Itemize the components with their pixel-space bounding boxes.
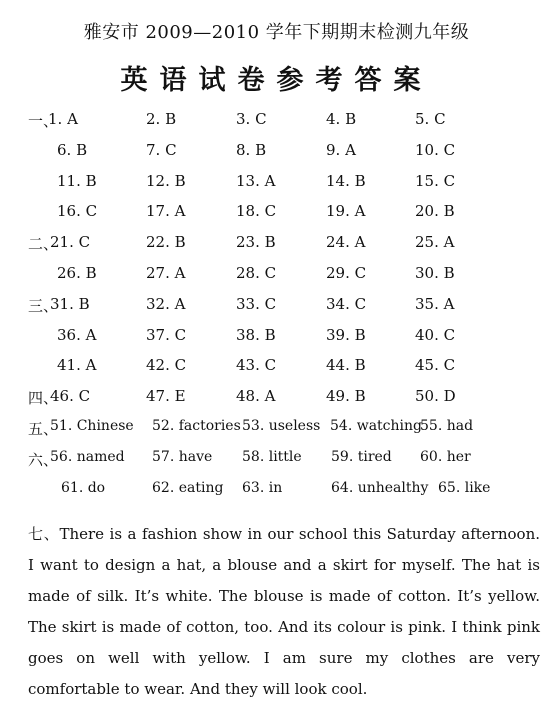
section-label: 六、 xyxy=(28,450,59,469)
answer-item: 54. watching xyxy=(330,417,422,434)
answer-item: 49. B xyxy=(326,387,366,406)
answer-item: 45. C xyxy=(415,356,456,375)
answer-item: 38. B xyxy=(236,325,276,344)
section-label: 二、 xyxy=(28,235,59,254)
answer-item: 65. like xyxy=(438,479,491,496)
answer-row xyxy=(0,449,553,480)
answer-item: 21. C xyxy=(50,233,91,252)
answer-item: 40. C xyxy=(415,325,456,344)
answer-item: 56. named xyxy=(50,448,125,465)
answer-item: 4. B xyxy=(326,110,357,128)
writing-sample xyxy=(28,519,540,705)
answer-item: 10. C xyxy=(415,140,456,159)
answer-item: 57. have xyxy=(152,448,213,465)
page-title: 英语试卷参考答案 xyxy=(120,65,433,96)
answer-item: 13. A xyxy=(236,171,276,190)
answer-item: 37. C xyxy=(146,325,187,344)
answer-item: 48. A xyxy=(236,387,276,406)
answer-item: 18. C xyxy=(236,202,277,221)
answer-row xyxy=(0,356,553,387)
answer-row xyxy=(0,387,553,418)
answer-item: 60. her xyxy=(420,448,471,465)
section-label: 三、 xyxy=(28,296,59,315)
answer-row xyxy=(0,480,553,511)
answer-item: 20. B xyxy=(415,202,455,221)
answer-item: 39. B xyxy=(326,325,366,344)
answer-item: 36. A xyxy=(57,325,97,344)
answer-item: 30. B xyxy=(415,263,455,282)
answer-item: 2. B xyxy=(146,110,177,128)
answer-item: 52. factories xyxy=(152,417,241,434)
answer-item: 46. C xyxy=(50,387,91,406)
answer-item: 25. A xyxy=(415,233,455,252)
exam-header: 雅安市 2009—2010 学年下期期末检测九年级 xyxy=(83,22,470,43)
answer-item: 23. B xyxy=(236,233,276,252)
answer-item: 33. C xyxy=(236,294,277,313)
answer-item: 62. eating xyxy=(152,479,224,496)
answer-item: 26. B xyxy=(57,263,97,282)
answer-item: 1. A xyxy=(48,110,78,128)
answer-item: 6. B xyxy=(57,140,88,159)
answer-item: 14. B xyxy=(326,171,366,190)
answer-item: 17. A xyxy=(146,202,186,221)
section-label: 七、 xyxy=(28,525,60,543)
answer-item: 3. C xyxy=(236,110,267,128)
answer-item: 64. unhealthy xyxy=(331,479,429,496)
answer-item: 15. C xyxy=(415,171,456,190)
answer-item: 41. A xyxy=(57,356,97,375)
answer-item: 7. C xyxy=(146,140,177,159)
answer-item: 5. C xyxy=(415,110,446,128)
answer-item: 34. C xyxy=(326,294,367,313)
answer-item: 55. had xyxy=(420,417,474,434)
answer-item: 51. Chinese xyxy=(50,417,134,434)
answer-row xyxy=(0,264,553,295)
answer-item: 11. B xyxy=(57,171,97,190)
answer-item: 24. A xyxy=(326,233,366,252)
answer-item: 58. little xyxy=(242,448,302,465)
answer-row xyxy=(0,295,553,326)
answer-item: 43. C xyxy=(236,356,277,375)
answer-item: 42. C xyxy=(146,356,187,375)
answer-item: 53. useless xyxy=(242,417,321,434)
section-label: 四、 xyxy=(28,389,59,408)
essay-text: There is a fashion show in our school this Saturday afternoon. I want to design a hat, a blouse and a skirt for myself. The hat is made of silk. It’s white. The blouse is made of cotton. It’s yellow. The skirt is made of cotton, too. And its colour is pink. I think pink goes on well with yellow. I am sure my clothes are very comfortable to wear. And they will look cool. xyxy=(28,525,540,698)
answer-item: 31. B xyxy=(50,294,90,313)
answer-item: 35. A xyxy=(415,294,455,313)
answer-item: 28. C xyxy=(236,263,277,282)
answer-row xyxy=(0,202,553,233)
answer-item: 61. do xyxy=(61,479,106,496)
answer-item: 19. A xyxy=(326,202,366,221)
answer-row xyxy=(0,326,553,357)
answer-row xyxy=(0,141,553,172)
answer-item: 32. A xyxy=(146,294,186,313)
answer-row xyxy=(0,110,553,141)
answer-row xyxy=(0,172,553,203)
answer-row xyxy=(0,418,553,449)
section-label: 五、 xyxy=(28,419,59,438)
answer-table xyxy=(0,110,553,510)
answer-item: 44. B xyxy=(326,356,366,375)
answer-item: 47. E xyxy=(146,387,186,406)
answer-row xyxy=(0,233,553,264)
answer-item: 16. C xyxy=(57,202,98,221)
answer-item: 27. A xyxy=(146,263,186,282)
answer-item: 50. D xyxy=(415,387,456,406)
section-label: 一、 xyxy=(28,112,59,130)
answer-item: 22. B xyxy=(146,233,186,252)
answer-item: 9. A xyxy=(326,140,356,159)
answer-item: 29. C xyxy=(326,263,367,282)
answer-item: 12. B xyxy=(146,171,186,190)
answer-item: 59. tired xyxy=(331,448,392,465)
answer-item: 63. in xyxy=(242,479,283,496)
answer-item: 8. B xyxy=(236,140,267,159)
